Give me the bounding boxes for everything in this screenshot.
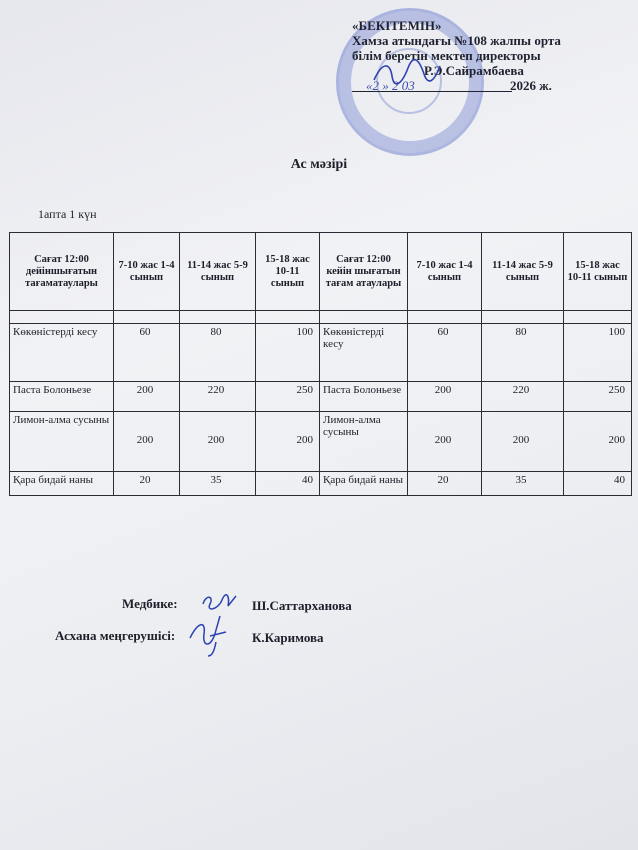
header-cell: 11-14 жас 5-9 сынып [180,233,256,311]
dish-name-cell: Қара бидай наны [320,472,408,496]
header-cell: Сағат 12:00 дейіншығатын тағаматаулары [10,233,114,311]
portion-cell: 35 [180,472,256,496]
portion-cell: 200 [114,412,180,472]
portion-cell: 60 [114,324,180,382]
portion-cell: 60 [408,324,482,382]
approval-school-line: Хамза атындағы №108 жалпы орта [352,33,561,48]
portion-cell: 250 [256,382,320,412]
portion-cell: 200 [482,412,564,472]
dish-name-cell: Көкөністерді кесу [320,324,408,382]
portion-cell: 80 [180,324,256,382]
date-underline [352,91,512,92]
nurse-name: Ш.Саттарханова [252,598,352,613]
header-cell: 7-10 жас 1-4 сынып [408,233,482,311]
table-header-row [10,233,632,311]
menu-table [9,232,632,496]
portion-cell: 100 [256,324,320,382]
portion-cell: 200 [180,412,256,472]
kitchen-head-label: Асхана меңгерушісі: [55,628,176,643]
header-cell: 15-18 жас 10-11 сынып [564,233,632,311]
dish-name-cell: Көкөністерді кесу [10,324,114,382]
portion-cell: 200 [114,382,180,412]
portion-cell: 200 [564,412,632,472]
portion-cell: 100 [564,324,632,382]
approval-director-name: Р.Э.Сайрамбаева [424,63,524,78]
approval-heading: «БЕКІТЕМІН» [352,18,442,33]
portion-cell: 80 [482,324,564,382]
week-day-label: 1апта 1 күн [38,207,97,221]
document-title: Ас мәзірі [290,157,348,172]
dish-name-cell: Лимон-алма сусыны [10,412,114,472]
portion-cell: 40 [564,472,632,496]
header-cell: 11-14 жас 5-9 сынып [482,233,564,311]
approval-date-handwritten: «2 » 2 03 [366,78,415,93]
portion-cell: 250 [564,382,632,412]
table-spacer-row [10,311,632,324]
table-row [10,324,632,382]
portion-cell: 20 [114,472,180,496]
dish-name-cell: Лимон-алма сусыны [320,412,408,472]
kitchen-head-name: К.Каримова [252,630,324,645]
portion-cell: 220 [180,382,256,412]
director-signature [372,58,442,88]
portion-cell: 200 [408,412,482,472]
header-cell: 7-10 жас 1-4 сынып [114,233,180,311]
portion-cell: 40 [256,472,320,496]
portion-cell: 20 [408,472,482,496]
portion-cell: 220 [482,382,564,412]
nurse-signature [200,590,240,614]
table-row [10,472,632,496]
table-row [10,382,632,412]
kitchen-head-signature [186,612,236,658]
portion-cell: 35 [482,472,564,496]
portion-cell: 200 [408,382,482,412]
header-cell: 15-18 жас 10-11 сынып [256,233,320,311]
nurse-label: Медбике: [122,596,178,611]
header-cell: Сағат 12:00 кейін шығатын тағам атаулары [320,233,408,311]
dish-name-cell: Қара бидай наны [10,472,114,496]
approval-date-year: 2026 ж. [510,78,552,93]
dish-name-cell: Паста Болоньезе [10,382,114,412]
dish-name-cell: Паста Болоньезе [320,382,408,412]
portion-cell: 200 [256,412,320,472]
approval-position-line: білім беретін мектеп директоры [352,48,541,63]
table-row [10,412,632,472]
